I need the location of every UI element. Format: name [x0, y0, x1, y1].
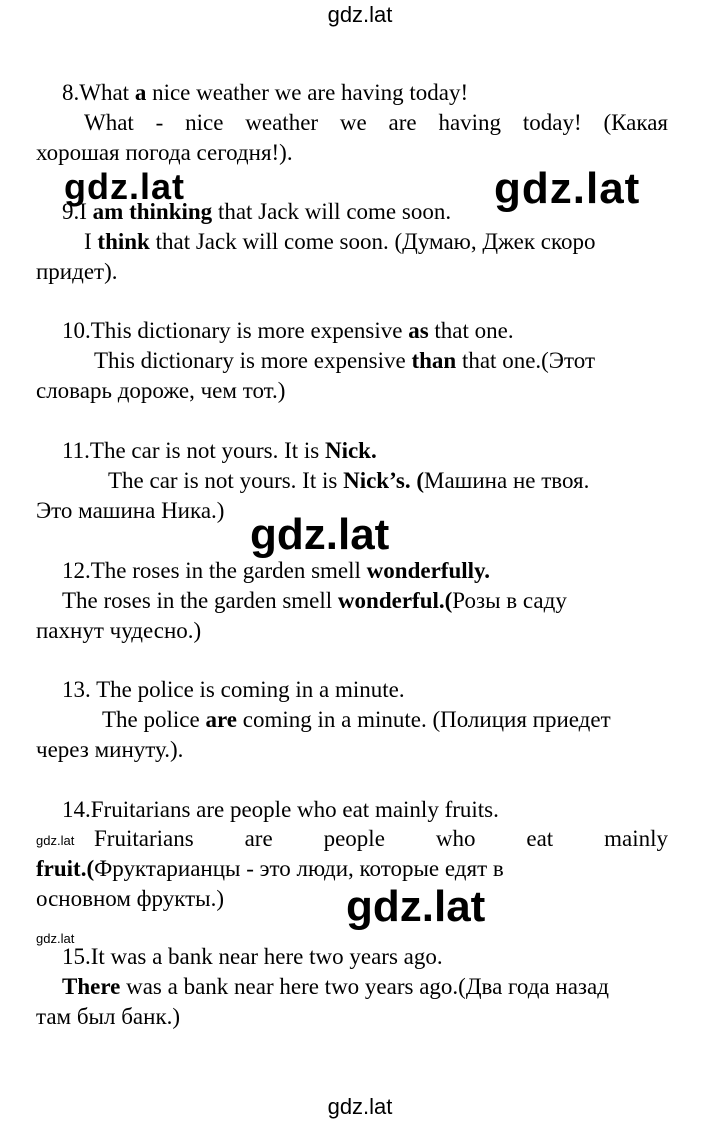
- item-13-question: 13. The police is coming in a minute.: [62, 677, 405, 702]
- item-13-a-pre: The police: [102, 707, 206, 732]
- item-15-a-post: was a bank near here two years ago.(Два года назад: [120, 974, 609, 999]
- item-9-q-bold: am thinking: [92, 199, 213, 224]
- item-10-answer-line2: словарь дороже, чем тот.): [36, 378, 286, 403]
- item-12-answer-line1: [62, 586, 567, 616]
- item-8-answer-line2: хорошая погода сегодня!).: [36, 140, 293, 165]
- item-12-q-pre: 12.The roses in the garden smell: [62, 558, 367, 583]
- watermark-bold-right: gdz.lat: [494, 164, 641, 213]
- item-9-q-post: that Jack will come soon.: [212, 199, 452, 224]
- item-13-a-post: coming in a minute. (Полиция приедет: [236, 707, 611, 732]
- item-12-question: [62, 556, 490, 586]
- item-10-q-post: that one.: [428, 318, 514, 343]
- item-12-q-bold: wonderfully.: [366, 558, 490, 583]
- item-12-a-pre: The roses in the garden smell: [62, 588, 338, 613]
- item-8-question: [62, 78, 468, 108]
- item-11-answer-line2: Это машина Ника.): [36, 498, 225, 523]
- item-8-q-post: nice weather we are having today!: [146, 80, 469, 105]
- item-12-answer-line2: пахнут чудесно.): [36, 618, 202, 643]
- item-9-answer-line1: I think that Jack will come soon. (Думаю, Джек скоро: [84, 229, 596, 254]
- item-13-a-bold: are: [205, 707, 237, 732]
- item-14-question: 14.Fruitarians are people who eat mainly fruits.: [62, 797, 499, 822]
- item-11-answer-line1: [108, 466, 589, 496]
- watermark-bold-left: gdz.lat: [64, 166, 185, 207]
- item-14-a-bold: fruit.(: [36, 856, 95, 881]
- item-15-answer-line1: [62, 972, 609, 1002]
- item-14-answer-line1: Fruitarians are people who eat mainly: [94, 826, 668, 851]
- item-10-q-pre: 10.This dictionary is more expensive: [62, 318, 409, 343]
- item-10-question: [62, 316, 514, 346]
- item-15-question: 15.It was a bank near here two years ago.: [62, 944, 443, 969]
- watermark-top: gdz.lat: [327, 2, 393, 27]
- watermark-center-1: gdz.lat: [250, 510, 390, 559]
- item-11-q-bold: Nick.: [324, 438, 377, 463]
- item-11-a-bold: Nick’s. (: [343, 468, 424, 493]
- item-14-answer-line2: [36, 854, 504, 884]
- item-11-question: [62, 436, 377, 466]
- item-9-q-pre: 9.I: [62, 199, 93, 224]
- item-12-a-bold: wonderful.(: [337, 588, 453, 613]
- item-9-a-rest: that Jack will come soon. (Думаю, Джек скоро: [149, 229, 596, 254]
- item-14-a-post: Фруктарианцы - это люди, которые едят в: [94, 856, 504, 881]
- watermark-center-2: gdz.lat: [346, 882, 486, 931]
- item-15-a-bold: There: [62, 974, 121, 999]
- item-9-question: [62, 197, 451, 227]
- item-14-answer-line3: основном фрукты.): [36, 886, 225, 911]
- item-8-q-bold: a: [134, 80, 147, 105]
- item-8-answer-line1: What - nice weather we are having today! (Какая: [84, 110, 668, 135]
- item-12-a-post: Розы в саду: [452, 588, 567, 613]
- item-15-answer-line2: там был банк.): [36, 1004, 181, 1029]
- watermark-bottom: gdz.lat: [327, 1094, 393, 1119]
- item-13-answer-line1: [102, 705, 611, 735]
- item-10-q-bold: as: [408, 318, 429, 343]
- item-10-a-pre: This dictionary is more expensive: [94, 348, 412, 373]
- item-10-a-bold: than: [411, 348, 457, 373]
- item-9-a-bold: think: [97, 229, 150, 254]
- item-10-answer-line1: [94, 346, 595, 376]
- item-11-a-pre: The car is not yours. It is: [108, 468, 344, 493]
- item-10-a-post: that one.(Этот: [456, 348, 595, 373]
- item-13-answer-line2: через минуту.).: [36, 737, 184, 762]
- item-9-answer-line2: придет).: [36, 259, 118, 284]
- item-11-a-post: Машина не твоя.: [424, 468, 590, 493]
- watermark-small-1: gdz.lat: [36, 833, 75, 848]
- watermark-small-2: gdz.lat: [36, 931, 75, 946]
- item-11-q-pre: 11.The car is not yours. It is: [62, 438, 325, 463]
- item-8-q-pre: 8.What: [62, 80, 135, 105]
